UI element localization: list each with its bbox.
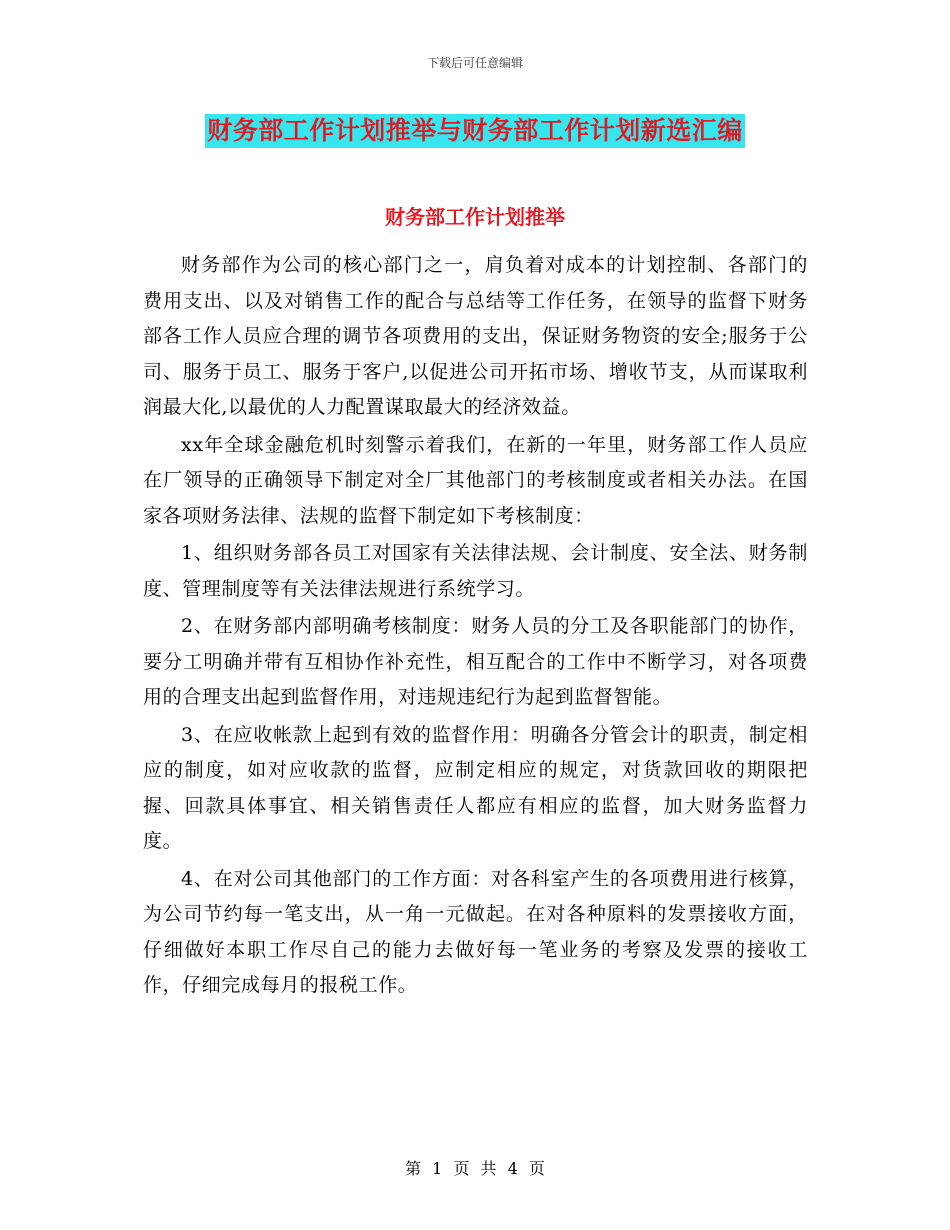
document-body <box>143 248 808 1006</box>
paragraph: xx年全球金融危机时刻警示着我们，在新的一年里，财务部工作人员应在厂领导的正确领导下制定对全厂其他部门的考核制度或者相关办法。在国家各项财务法律、法规的监督下制定如下考核制度： <box>143 433 808 527</box>
page-footer: 第 1 页 共 4 页 <box>405 1159 545 1178</box>
header-note: 下载后可任意编辑 <box>426 56 523 70</box>
paragraph: 财务部作为公司的核心部门之一，肩负着对成本的计划控制、各部门的费用支出、以及对销售工作的配合与总结等工作任务，在领导的监督下财务部各工作人员应合理的调节各项费用的支出，保证财务物资的安全;服务于公司、服务于员工、服务于客户,以促进公司开拓市场、增收节支，从而谋取利润最大化,以最优的人力配置谋取最大的经济效益。 <box>143 254 808 418</box>
paragraph: 1、组织财务部各员工对国家有关法律法规、会计制度、安全法、财务制度、管理制度等有关法律法规进行系统学习。 <box>143 542 808 600</box>
paragraph: 2、在财务部内部明确考核制度：财务人员的分工及各职能部门的协作，要分工明确并带有互相协作补充性，相互配合的工作中不断学习，对各项费用的合理支出起到监督作用，对违规违纪行为起到监督智能。 <box>143 615 808 708</box>
paragraph: 3、在应收帐款上起到有效的监督作用：明确各分管会计的职责，制定相应的制度，如对应收款的监督，应制定相应的规定，对货款回收的期限把握、回款具体事宜、相关销售责任人都应有相应的监督，加大财务监督力度。 <box>143 723 808 852</box>
main-title-wrapper <box>0 114 950 148</box>
section-title: 财务部工作计划推举 <box>385 205 565 229</box>
paragraph: 4、在对公司其他部门的工作方面：对各科室产生的各项费用进行核算，为公司节约每一笔支出，从一角一元做起。在对各种原料的发票接收方面，仔细做好本职工作尽自己的能力去做好每一笔业务的考察及发票的接收工作，仔细完成每月的报税工作。 <box>143 867 808 996</box>
main-title: 财务部工作计划推举与财务部工作计划新选汇编 <box>205 114 745 148</box>
